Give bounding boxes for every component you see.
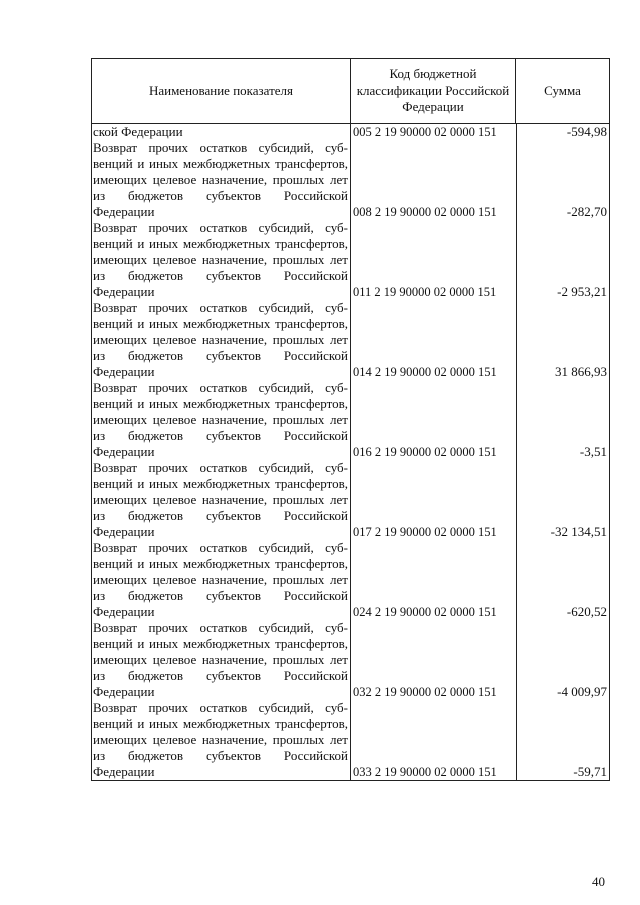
header-sum-column: Сумма [544, 82, 581, 98]
header-name-column: Наименование показателя [92, 59, 351, 123]
row-code: 008 2 19 90000 02 0000 151 [353, 205, 497, 219]
header-code-column: Код бюджетной классификации Российской Федерации [351, 59, 516, 123]
table-row [92, 620, 609, 700]
table-header [92, 58, 609, 124]
row-sum: 31 866,93 [555, 364, 607, 379]
row-sum: -32 134,51 [550, 524, 607, 539]
row-name: ской Федерации [93, 124, 183, 139]
table-row [92, 124, 609, 140]
row-name: Возврат прочих остатков субсидий, субвенций и иных межбюджетных трансфертов, имеющих целевое назначение, прошлых лет из бюджетов субъектов Российской Федерации [93, 300, 348, 379]
row-name: Возврат прочих остатков субсидий, субвенций и иных межбюджетных трансфертов, имеющих целевое назначение, прошлых лет из бюджетов субъектов Российской Федерации [93, 620, 348, 699]
row-code: 016 2 19 90000 02 0000 151 [353, 445, 497, 459]
table-row [92, 460, 609, 540]
table-row [92, 300, 609, 380]
table-row [92, 380, 609, 460]
row-sum: -594,98 [566, 124, 607, 139]
row-code: 005 2 19 90000 02 0000 151 [353, 125, 497, 139]
table-row [92, 700, 609, 780]
row-code: 011 2 19 90000 02 0000 151 [353, 285, 497, 299]
row-code: 033 2 19 90000 02 0000 151 [353, 765, 497, 779]
row-code: 032 2 19 90000 02 0000 151 [353, 685, 497, 699]
row-sum: -2 953,21 [557, 284, 607, 299]
table-row [92, 540, 609, 620]
row-name: Возврат прочих остатков субсидий, субвенций и иных межбюджетных трансфертов, имеющих целевое назначение, прошлых лет из бюджетов субъектов Российской Федерации [93, 220, 348, 299]
table-row [92, 140, 609, 220]
table-row [92, 220, 609, 300]
row-code: 014 2 19 90000 02 0000 151 [353, 365, 497, 379]
row-sum: -620,52 [566, 604, 607, 619]
row-code: 024 2 19 90000 02 0000 151 [353, 605, 497, 619]
row-sum: -282,70 [566, 204, 607, 219]
row-name: Возврат прочих остатков субсидий, субвенций и иных межбюджетных трансфертов, имеющих целевое назначение, прошлых лет из бюджетов субъектов Российской Федерации [93, 540, 348, 619]
row-code: 017 2 19 90000 02 0000 151 [353, 525, 497, 539]
row-sum: -4 009,97 [557, 684, 607, 699]
table-body [92, 124, 609, 780]
page-number: 40 [592, 874, 605, 889]
row-sum: -3,51 [579, 444, 607, 459]
row-sum: -59,71 [573, 764, 607, 779]
budget-table [91, 58, 610, 781]
row-name: Возврат прочих остатков субсидий, субвенций и иных межбюджетных трансфертов, имеющих целевое назначение, прошлых лет из бюджетов субъектов Российской Федерации [93, 700, 348, 779]
row-name: Возврат прочих остатков субсидий, субвенций и иных межбюджетных трансфертов, имеющих целевое назначение, прошлых лет из бюджетов субъектов Российской Федерации [93, 460, 348, 539]
row-name: Возврат прочих остатков субсидий, субвенций и иных межбюджетных трансфертов, имеющих целевое назначение, прошлых лет из бюджетов субъектов Российской Федерации [93, 380, 348, 459]
row-name: Возврат прочих остатков субсидий, субвенций и иных межбюджетных трансфертов, имеющих целевое назначение, прошлых лет из бюджетов субъектов Российской Федерации [93, 140, 348, 219]
